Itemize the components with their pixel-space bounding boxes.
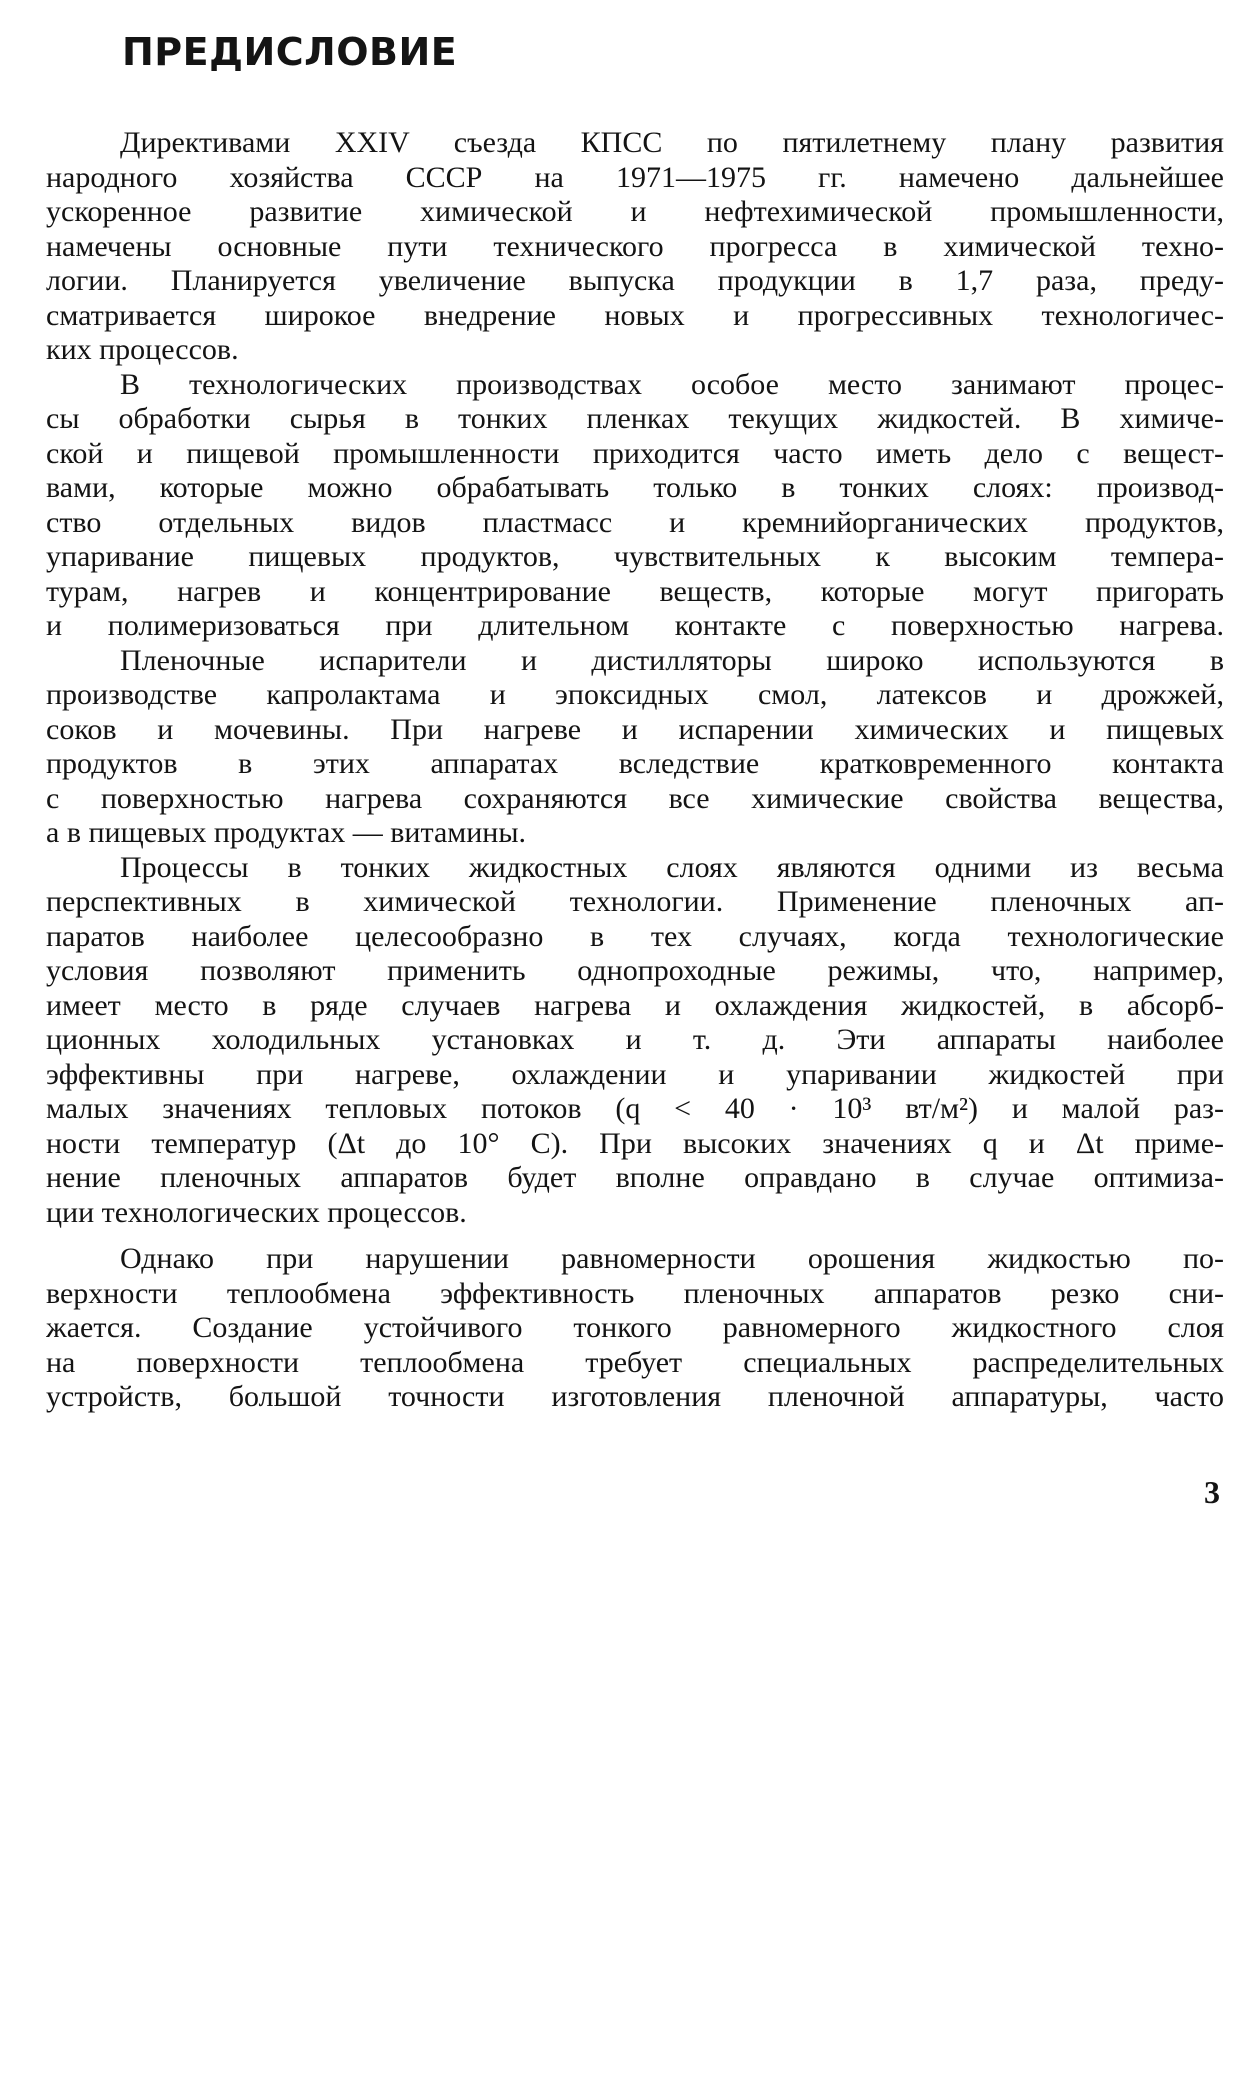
text-line: эффективны при нагреве, охлаждении и упаривании жидкостей при [46,1057,1224,1091]
text-line: имеет место в ряде случаев нагрева и охлаждения жидкостей, в абсорб- [46,988,1224,1022]
text-line: сы обработки сырья в тонких пленках текущих жидкостей. В химиче- [46,402,1224,435]
body-text [46,126,1224,1415]
text-line: ких процессов. [46,333,239,366]
text-line: Процессы в тонких жидкостных слоях являются одними из весьма [120,850,1224,884]
text-line: сматривается широкое внедрение новых и прогрессивных технологичес- [46,298,1224,332]
text-line: В технологических производствах особое место занимают процес- [120,367,1224,401]
text-line: турам, нагрев и концентрирование веществ, которые могут пригорать [46,574,1224,608]
text-line: ционных холодильных установках и т. д. Эти аппараты наиболее [46,1023,1224,1056]
text-line: ции технологических процессов. [46,1195,467,1229]
text-line: условия позволяют применить однопроходные режимы, что, например, [46,954,1224,987]
text-line: упаривание пищевых продуктов, чувствительных к высоким темпера- [46,540,1224,573]
text-line: перспективных в химической технологии. Применение пленочных ап- [46,885,1224,918]
text-line: и полимеризоваться при длительном контакте с поверхностью нагрева. [46,609,1224,642]
text-line: соков и мочевины. При нагреве и испарении химических и пищевых [46,712,1224,746]
text-line: ускоренное развитие химической и нефтехимической промышленности, [46,195,1224,228]
text-line: производстве капролактама и эпоксидных смол, латексов и дрожжей, [46,678,1224,711]
text-line: а в пищевых продуктах — витамины. [46,816,527,849]
text-line: ности температур (Δt до 10° C). При высоких значениях q и Δt приме- [46,1126,1224,1160]
text-line: намечены основные пути технического прогресса в химической техно- [46,229,1224,263]
text-line: с поверхностью нагрева сохраняются все химические свойства вещества, [46,781,1224,815]
text-line: паратов наиболее целесообразно в тех случаях, когда технологические [46,919,1224,953]
text-line: логии. Планируется увеличение выпуска продукции в 1,7 раза, преду- [46,264,1224,297]
text-line: Директивами XXIV съезда КПСС по пятилетнему плану развития [120,126,1224,159]
text-line: народного хозяйства СССР на 1971—1975 гг. намечено дальнейшее [46,160,1224,194]
text-line: малых значениях тепловых потоков (q < 40 · 10³ вт/м²) и малой раз- [46,1092,1224,1125]
page-number: 3 [1204,1474,1220,1510]
text-line: продуктов в этих аппаратах вследствие кратковременного контакта [46,747,1224,780]
text-line: Пленочные испарители и дистилляторы широко используются в [120,643,1224,677]
text-line: вами, которые можно обрабатывать только в тонких слоях: производ- [46,471,1224,504]
text-line: верхности теплообмена эффективность пленочных аппаратов резко сни- [46,1276,1224,1310]
text-line: ской и пищевой промышленности приходится часто иметь дело с вещест- [46,436,1224,470]
page-heading: ПРЕДИСЛОВИЕ [122,30,458,74]
text-line: устройств, большой точности изготовления пленочной аппаратуры, часто [46,1380,1224,1413]
text-line: Однако при нарушении равномерности орошения жидкостью по- [120,1242,1224,1275]
text-line: нение пленочных аппаратов будет вполне оправдано в случае оптимиза- [46,1161,1224,1194]
text-line: ство отдельных видов пластмасс и кремнийорганических продуктов, [46,505,1224,539]
text-line: жается. Создание устойчивого тонкого равномерного жидкостного слоя [46,1311,1224,1344]
text-line: на поверхности теплообмена требует специальных распределительных [46,1345,1224,1379]
